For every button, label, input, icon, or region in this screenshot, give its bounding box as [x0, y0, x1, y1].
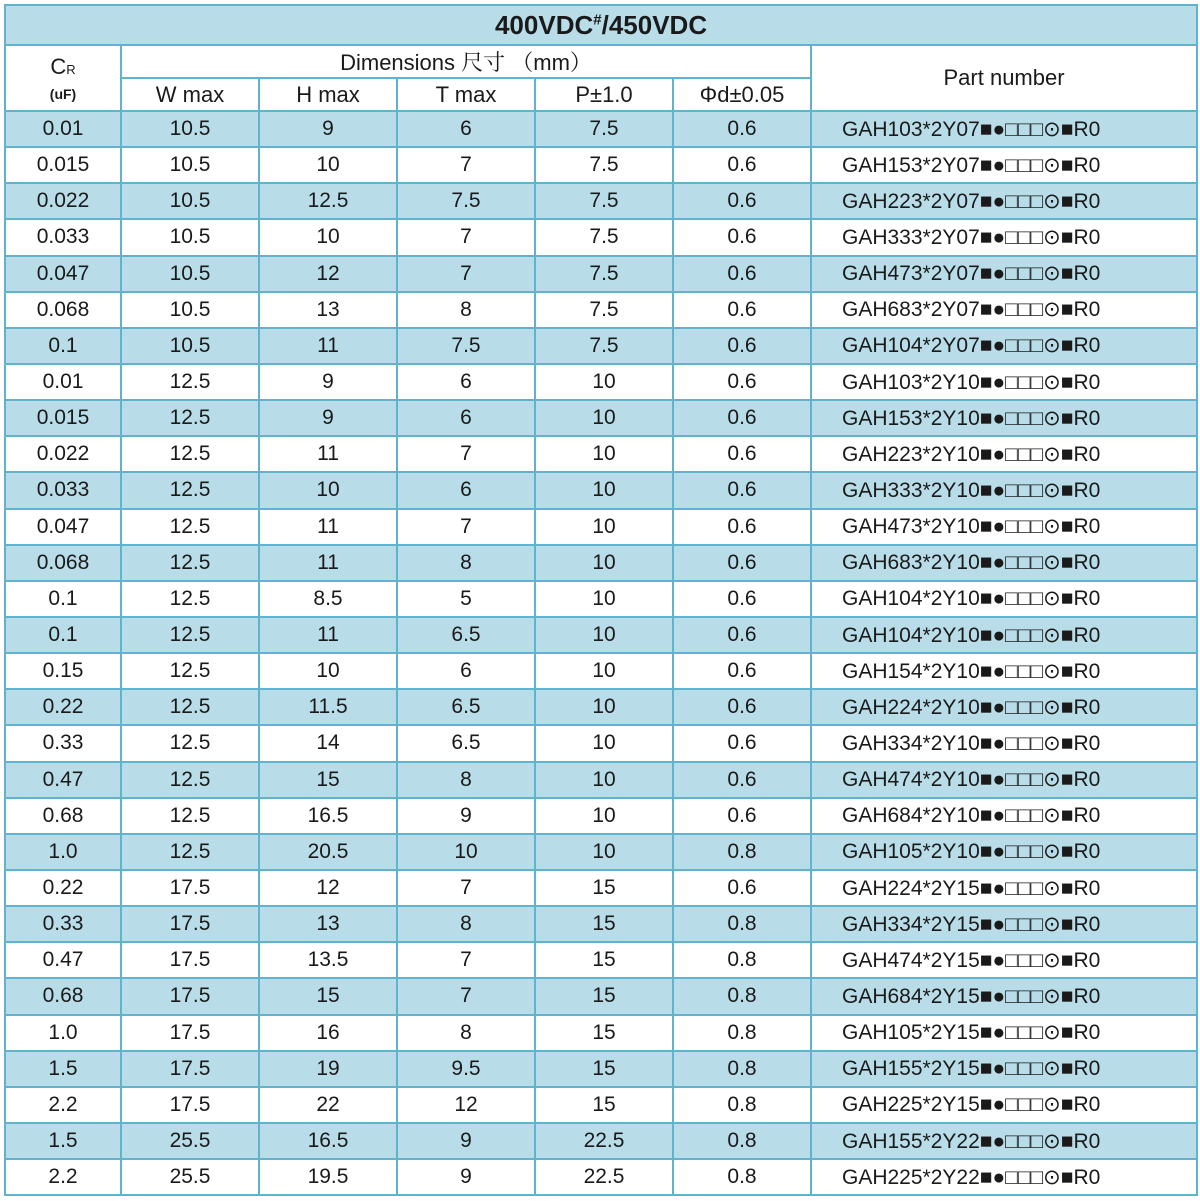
h-max-cell: 10	[259, 653, 397, 689]
part-number-cell: GAH683*2Y07■●□□□⊙■R0	[811, 292, 1197, 328]
table-row	[5, 689, 1197, 725]
table-row	[5, 545, 1197, 581]
h-max-cell: 9	[259, 111, 397, 147]
w-max-cell: 10.5	[121, 147, 259, 183]
w-max-cell: 12.5	[121, 581, 259, 617]
part-number-cell: GAH474*2Y10■●□□□⊙■R0	[811, 762, 1197, 798]
pitch-cell: 10	[535, 545, 673, 581]
pitch-cell: 7.5	[535, 256, 673, 292]
t-max-cell: 8	[397, 762, 535, 798]
capacitance-cell: 0.047	[5, 256, 121, 292]
table-row	[5, 581, 1197, 617]
lead-diameter-cell: 0.8	[673, 1159, 811, 1195]
t-max-cell: 6	[397, 400, 535, 436]
title-superscript: #	[593, 10, 602, 28]
capacitance-cell: 0.022	[5, 183, 121, 219]
part-number-cell: GAH103*2Y10■●□□□⊙■R0	[811, 364, 1197, 400]
w-max-cell: 25.5	[121, 1123, 259, 1159]
capacitance-cell: 0.01	[5, 111, 121, 147]
h-max-cell: 16.5	[259, 1123, 397, 1159]
table-row	[5, 509, 1197, 545]
h-max-cell: 10	[259, 472, 397, 508]
part-number-cell: GAH105*2Y15■●□□□⊙■R0	[811, 1015, 1197, 1051]
lead-diameter-cell: 0.8	[673, 1051, 811, 1087]
capacitance-cell: 0.22	[5, 870, 121, 906]
h-max-cell: 15	[259, 762, 397, 798]
h-max-cell: 22	[259, 1087, 397, 1123]
lead-diameter-cell: 0.6	[673, 328, 811, 364]
part-number-cell: GAH225*2Y22■●□□□⊙■R0	[811, 1159, 1197, 1195]
part-number-cell: GAH334*2Y10■●□□□⊙■R0	[811, 725, 1197, 761]
table-body	[5, 111, 1197, 1195]
pitch-cell: 7.5	[535, 219, 673, 255]
pitch-cell: 15	[535, 1087, 673, 1123]
lead-diameter-cell: 0.8	[673, 906, 811, 942]
part-number-cell: GAH223*2Y07■●□□□⊙■R0	[811, 183, 1197, 219]
part-number-cell: GAH155*2Y22■●□□□⊙■R0	[811, 1123, 1197, 1159]
part-number-cell: GAH333*2Y10■●□□□⊙■R0	[811, 472, 1197, 508]
cr-subscript: R	[66, 62, 76, 77]
capacitance-cell: 2.2	[5, 1159, 121, 1195]
w-max-cell: 17.5	[121, 1087, 259, 1123]
capacitance-cell: 0.033	[5, 219, 121, 255]
t-max-cell: 10	[397, 834, 535, 870]
part-number-cell: GAH684*2Y10■●□□□⊙■R0	[811, 798, 1197, 834]
capacitance-cell: 0.47	[5, 762, 121, 798]
h-max-cell: 13	[259, 292, 397, 328]
part-number-cell: GAH684*2Y15■●□□□⊙■R0	[811, 978, 1197, 1014]
w-max-cell: 12.5	[121, 834, 259, 870]
pitch-cell: 7.5	[535, 328, 673, 364]
t-max-cell: 7	[397, 978, 535, 1014]
cr-symbol	[50, 54, 75, 79]
capacitance-cell: 0.1	[5, 328, 121, 364]
h-max-cell: 11	[259, 328, 397, 364]
t-max-cell: 9	[397, 798, 535, 834]
capacitance-cell: 0.33	[5, 906, 121, 942]
capacitance-cell: 0.068	[5, 292, 121, 328]
t-max-cell: 7	[397, 870, 535, 906]
h-max-cell: 9	[259, 400, 397, 436]
h-max-cell: 11	[259, 545, 397, 581]
part-number-cell: GAH333*2Y07■●□□□⊙■R0	[811, 219, 1197, 255]
capacitance-cell: 0.15	[5, 653, 121, 689]
w-max-cell: 12.5	[121, 509, 259, 545]
table-row	[5, 798, 1197, 834]
pitch-cell: 10	[535, 472, 673, 508]
t-max-cell: 9	[397, 1159, 535, 1195]
capacitance-cell: 0.1	[5, 581, 121, 617]
t-max-cell: 6	[397, 111, 535, 147]
capacitance-cell: 0.1	[5, 617, 121, 653]
w-max-cell: 12.5	[121, 400, 259, 436]
capacitor-spec-table	[4, 4, 1198, 1196]
t-max-cell: 6.5	[397, 689, 535, 725]
table-row	[5, 328, 1197, 364]
table-row	[5, 1051, 1197, 1087]
lead-diameter-cell: 0.6	[673, 653, 811, 689]
w-max-cell: 12.5	[121, 762, 259, 798]
h-max-cell: 20.5	[259, 834, 397, 870]
h-max-header: H max	[259, 78, 397, 111]
part-number-cell: GAH105*2Y10■●□□□⊙■R0	[811, 834, 1197, 870]
pitch-cell: 15	[535, 978, 673, 1014]
pitch-cell: 15	[535, 1015, 673, 1051]
table-row	[5, 436, 1197, 472]
lead-diameter-cell: 0.8	[673, 942, 811, 978]
capacitance-cell: 0.068	[5, 545, 121, 581]
table-title	[5, 5, 1197, 45]
lead-diameter-cell: 0.6	[673, 183, 811, 219]
capacitance-cell: 0.68	[5, 798, 121, 834]
table-row	[5, 219, 1197, 255]
capacitance-cell: 1.5	[5, 1051, 121, 1087]
table-row	[5, 834, 1197, 870]
t-max-cell: 6	[397, 653, 535, 689]
w-max-cell: 10.5	[121, 292, 259, 328]
t-max-cell: 7	[397, 509, 535, 545]
part-number-cell: GAH473*2Y10■●□□□⊙■R0	[811, 509, 1197, 545]
part-number-cell: GAH473*2Y07■●□□□⊙■R0	[811, 256, 1197, 292]
title-row	[5, 5, 1197, 45]
part-number-cell: GAH334*2Y15■●□□□⊙■R0	[811, 906, 1197, 942]
table-row	[5, 1123, 1197, 1159]
w-max-cell: 10.5	[121, 328, 259, 364]
w-max-cell: 17.5	[121, 978, 259, 1014]
w-max-cell: 10.5	[121, 111, 259, 147]
part-number-cell: GAH153*2Y07■●□□□⊙■R0	[811, 147, 1197, 183]
part-number-cell: GAH155*2Y15■●□□□⊙■R0	[811, 1051, 1197, 1087]
h-max-cell: 13	[259, 906, 397, 942]
table-row	[5, 472, 1197, 508]
part-number-cell: GAH224*2Y15■●□□□⊙■R0	[811, 870, 1197, 906]
pitch-header: P±1.0	[535, 78, 673, 111]
t-max-cell: 9	[397, 1123, 535, 1159]
pitch-cell: 15	[535, 906, 673, 942]
t-max-cell: 8	[397, 292, 535, 328]
table-row	[5, 1159, 1197, 1195]
pitch-cell: 10	[535, 725, 673, 761]
pitch-cell: 10	[535, 400, 673, 436]
capacitance-cell: 0.015	[5, 400, 121, 436]
w-max-cell: 17.5	[121, 1015, 259, 1051]
capacitance-cell: 0.22	[5, 689, 121, 725]
t-max-cell: 6.5	[397, 617, 535, 653]
w-max-cell: 12.5	[121, 436, 259, 472]
lead-diameter-cell: 0.6	[673, 581, 811, 617]
pitch-cell: 10	[535, 798, 673, 834]
t-max-cell: 7	[397, 147, 535, 183]
table-row	[5, 1087, 1197, 1123]
lead-diameter-cell: 0.8	[673, 834, 811, 870]
capacitance-cell: 0.68	[5, 978, 121, 1014]
t-max-cell: 6	[397, 364, 535, 400]
capacitance-cell: 0.33	[5, 725, 121, 761]
part-number-cell: GAH683*2Y10■●□□□⊙■R0	[811, 545, 1197, 581]
capacitance-cell: 2.2	[5, 1087, 121, 1123]
header-row-1	[5, 45, 1197, 78]
t-max-cell: 7	[397, 942, 535, 978]
part-number-cell: GAH104*2Y07■●□□□⊙■R0	[811, 328, 1197, 364]
w-max-cell: 17.5	[121, 870, 259, 906]
h-max-cell: 12	[259, 256, 397, 292]
h-max-cell: 12.5	[259, 183, 397, 219]
w-max-cell: 12.5	[121, 725, 259, 761]
lead-diameter-cell: 0.8	[673, 1015, 811, 1051]
capacitance-cell: 0.01	[5, 364, 121, 400]
h-max-cell: 15	[259, 978, 397, 1014]
capacitance-cell: 1.5	[5, 1123, 121, 1159]
table-row	[5, 292, 1197, 328]
capacitance-cell: 0.015	[5, 147, 121, 183]
w-max-cell: 12.5	[121, 617, 259, 653]
h-max-cell: 13.5	[259, 942, 397, 978]
t-max-cell: 7.5	[397, 183, 535, 219]
part-number-cell: GAH103*2Y07■●□□□⊙■R0	[811, 111, 1197, 147]
pitch-cell: 10	[535, 762, 673, 798]
t-max-cell: 6	[397, 472, 535, 508]
capacitance-cell: 0.022	[5, 436, 121, 472]
title-rest: /450VDC	[601, 9, 708, 40]
lead-diameter-cell: 0.6	[673, 545, 811, 581]
lead-diameter-cell: 0.6	[673, 870, 811, 906]
table-row	[5, 762, 1197, 798]
w-max-cell: 10.5	[121, 256, 259, 292]
part-number-cell: GAH104*2Y10■●□□□⊙■R0	[811, 617, 1197, 653]
h-max-cell: 14	[259, 725, 397, 761]
w-max-cell: 12.5	[121, 545, 259, 581]
lead-diameter-header: Φd±0.05	[673, 78, 811, 111]
pitch-cell: 10	[535, 689, 673, 725]
t-max-cell: 5	[397, 581, 535, 617]
table-row	[5, 978, 1197, 1014]
h-max-cell: 10	[259, 219, 397, 255]
w-max-cell: 10.5	[121, 219, 259, 255]
lead-diameter-cell: 0.6	[673, 798, 811, 834]
title-main: 400VDC	[494, 9, 594, 40]
pitch-cell: 10	[535, 436, 673, 472]
lead-diameter-cell: 0.6	[673, 400, 811, 436]
lead-diameter-cell: 0.6	[673, 725, 811, 761]
table-row	[5, 1015, 1197, 1051]
t-max-cell: 7	[397, 256, 535, 292]
h-max-cell: 11	[259, 436, 397, 472]
lead-diameter-cell: 0.8	[673, 1087, 811, 1123]
h-max-cell: 16.5	[259, 798, 397, 834]
capacitance-cell: 1.0	[5, 834, 121, 870]
capacitance-cell: 1.0	[5, 1015, 121, 1051]
t-max-cell: 8	[397, 545, 535, 581]
h-max-cell: 11.5	[259, 689, 397, 725]
part-number-cell: GAH474*2Y15■●□□□⊙■R0	[811, 942, 1197, 978]
lead-diameter-cell: 0.6	[673, 436, 811, 472]
lead-diameter-cell: 0.6	[673, 509, 811, 545]
w-max-cell: 12.5	[121, 472, 259, 508]
table-row	[5, 942, 1197, 978]
pitch-cell: 10	[535, 364, 673, 400]
table-row	[5, 653, 1197, 689]
t-max-cell: 8	[397, 1015, 535, 1051]
dimensions-header: Dimensions 尺寸 （mm）	[121, 45, 811, 78]
w-max-cell: 25.5	[121, 1159, 259, 1195]
lead-diameter-cell: 0.6	[673, 689, 811, 725]
table-row	[5, 617, 1197, 653]
cr-unit: (uF)	[49, 86, 77, 102]
lead-diameter-cell: 0.8	[673, 978, 811, 1014]
cr-header	[5, 45, 121, 111]
cr-letter: C	[50, 54, 67, 79]
h-max-cell: 19.5	[259, 1159, 397, 1195]
table-row	[5, 870, 1197, 906]
w-max-cell: 12.5	[121, 653, 259, 689]
table-row	[5, 147, 1197, 183]
capacitance-cell: 0.033	[5, 472, 121, 508]
t-max-cell: 8	[397, 906, 535, 942]
t-max-cell: 12	[397, 1087, 535, 1123]
part-number-cell: GAH153*2Y10■●□□□⊙■R0	[811, 400, 1197, 436]
pitch-cell: 10	[535, 653, 673, 689]
lead-diameter-cell: 0.6	[673, 762, 811, 798]
lead-diameter-cell: 0.6	[673, 472, 811, 508]
table-row	[5, 364, 1197, 400]
h-max-cell: 12	[259, 870, 397, 906]
w-max-cell: 12.5	[121, 689, 259, 725]
pitch-cell: 10	[535, 617, 673, 653]
lead-diameter-cell: 0.6	[673, 256, 811, 292]
t-max-cell: 6.5	[397, 725, 535, 761]
pitch-cell: 10	[535, 509, 673, 545]
part-number-header: Part number	[811, 45, 1197, 111]
lead-diameter-cell: 0.6	[673, 292, 811, 328]
capacitance-cell: 0.47	[5, 942, 121, 978]
pitch-cell: 7.5	[535, 147, 673, 183]
h-max-cell: 8.5	[259, 581, 397, 617]
part-number-cell: GAH224*2Y10■●□□□⊙■R0	[811, 689, 1197, 725]
pitch-cell: 7.5	[535, 292, 673, 328]
pitch-cell: 22.5	[535, 1123, 673, 1159]
w-max-cell: 17.5	[121, 942, 259, 978]
h-max-cell: 9	[259, 364, 397, 400]
lead-diameter-cell: 0.6	[673, 364, 811, 400]
pitch-cell: 22.5	[535, 1159, 673, 1195]
pitch-cell: 10	[535, 834, 673, 870]
table-row	[5, 183, 1197, 219]
t-max-cell: 7	[397, 436, 535, 472]
lead-diameter-cell: 0.6	[673, 617, 811, 653]
pitch-cell: 10	[535, 581, 673, 617]
table-row	[5, 400, 1197, 436]
t-max-cell: 7	[397, 219, 535, 255]
lead-diameter-cell: 0.6	[673, 111, 811, 147]
w-max-cell: 12.5	[121, 364, 259, 400]
h-max-cell: 10	[259, 147, 397, 183]
part-number-cell: GAH154*2Y10■●□□□⊙■R0	[811, 653, 1197, 689]
pitch-cell: 15	[535, 1051, 673, 1087]
lead-diameter-cell: 0.6	[673, 147, 811, 183]
table-row	[5, 725, 1197, 761]
w-max-cell: 10.5	[121, 183, 259, 219]
h-max-cell: 19	[259, 1051, 397, 1087]
pitch-cell: 15	[535, 942, 673, 978]
part-number-cell: GAH223*2Y10■●□□□⊙■R0	[811, 436, 1197, 472]
pitch-cell: 15	[535, 870, 673, 906]
table-row	[5, 256, 1197, 292]
t-max-header: T max	[397, 78, 535, 111]
table-row	[5, 111, 1197, 147]
table-row	[5, 906, 1197, 942]
t-max-cell: 7.5	[397, 328, 535, 364]
w-max-cell: 12.5	[121, 798, 259, 834]
pitch-cell: 7.5	[535, 111, 673, 147]
part-number-cell: GAH104*2Y10■●□□□⊙■R0	[811, 581, 1197, 617]
w-max-cell: 17.5	[121, 1051, 259, 1087]
part-number-cell: GAH225*2Y15■●□□□⊙■R0	[811, 1087, 1197, 1123]
capacitance-cell: 0.047	[5, 509, 121, 545]
h-max-cell: 16	[259, 1015, 397, 1051]
t-max-cell: 9.5	[397, 1051, 535, 1087]
h-max-cell: 11	[259, 617, 397, 653]
h-max-cell: 11	[259, 509, 397, 545]
lead-diameter-cell: 0.8	[673, 1123, 811, 1159]
lead-diameter-cell: 0.6	[673, 219, 811, 255]
w-max-cell: 17.5	[121, 906, 259, 942]
pitch-cell: 7.5	[535, 183, 673, 219]
w-max-header: W max	[121, 78, 259, 111]
